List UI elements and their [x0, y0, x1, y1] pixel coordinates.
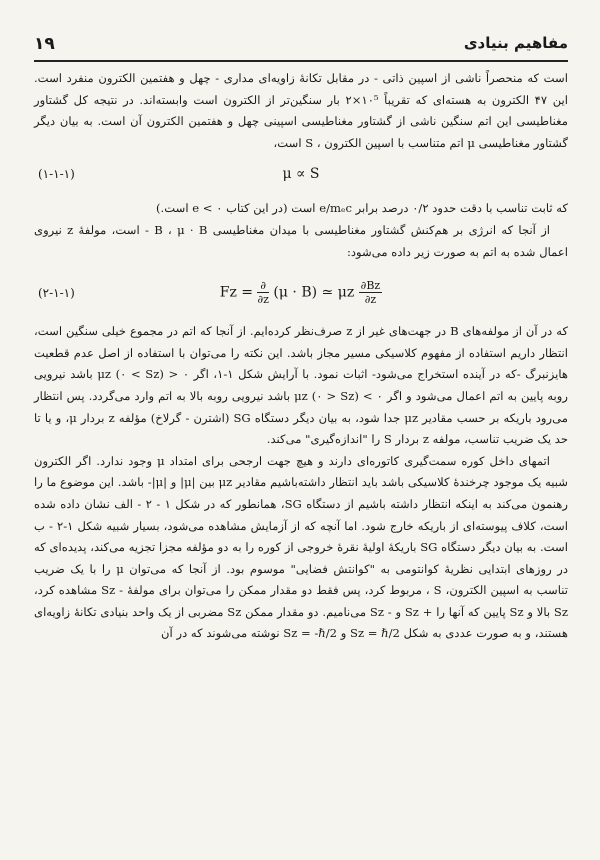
- paragraph-4: که در آن از مولفه‌های B در جهت‌های غیر از z صرف‌نظر کرده‌ایم. از آنجا که اتم در مجموع خیلی سنگین است، انتظار داریم استفاده از مفهوم کلاسیکی مسیر مجاز باشد. این نکته را می‌توان با استفاده از اصل عدم قطعیت هایزنبرگ -که در آینده استخراج می‌شود- اثبات نمود. با آرایش شکل ۱-۱، اگر ۰ < μz (۰ < Sz) باشد نیرویی روبه پایین به اتم اعمال می‌شود و اگر ۰ > μz (۰ > Sz) باشد نیرویی روبه بالا به اتم وارد می‌گردد. پس انتظار می‌رود باریکه بر حسب مقادیر μz جدا شود، به بیان دیگر دستگاه SG (اشترن - گرلاخ) مؤلفه z بردار μ، و یا تا حد یک ضریب تناسب، مولفه z بردار S را "اندازه‌گیری" می‌کند.: [34, 324, 569, 447]
- paragraph-2: که ثابت تناسب با دقت حدود ۰/۲ درصد برابر e/mₑc است (در این کتاب ۰ > e است.): [156, 201, 568, 216]
- equation-2-lhs: Fz =: [219, 284, 254, 301]
- equation-2-fraction-1: [257, 279, 268, 306]
- page-number: ۱۹: [34, 34, 55, 54]
- equation-2-frac1-den: ∂z: [257, 293, 269, 307]
- equation-2-frac2-num: ∂Bz: [360, 279, 381, 293]
- paragraph-3: از آنجا که انرژی بر هم‌کنش گشتاور مغناطیسی با میدان مغناطیسی B ، μ · B - است، مولفهٔ z نیروی اعمال شده به اتم به صورت زیر داده می‌شود:: [34, 222, 568, 259]
- paragraph-1: است که منحصراً ناشی از اسپین ذاتی - در مقابل تکانهٔ زاویه‌ای مداری - چهل و هفتمین الکترون منفرد است. این ۴۷ الکترون به هسته‌ای که تقریباً ۱۰⁵×۲ بار سنگین‌تر از الکترون است وابسته‌اند. در نتیجه کل گشتاور مغناطیسی این اتم سنگین ناشی از گشتاور مغناطیسی اسپینی چهل و هفتمین الکترون آن است. به بیان دیگر گشتاور مغناطیسی μ اتم متناسب با اسپین الکترون ، S است،: [34, 71, 569, 150]
- equation-1-label: (۱-۱-۱): [38, 167, 75, 182]
- equation-1: [34, 154, 568, 198]
- page-header: [34, 34, 568, 58]
- chapter-title: مفاهیم بنیادی: [463, 34, 568, 52]
- equation-2-frac1-num: ∂: [257, 279, 268, 293]
- header-rule: [34, 60, 568, 62]
- equation-2-middle: (μ · B) ≃ μz: [273, 284, 355, 301]
- equation-2-frac2-den: ∂z: [364, 293, 377, 307]
- equation-2: [34, 263, 568, 321]
- page-body: [34, 68, 568, 645]
- paragraph-5: اتمهای داخل کوره سمت‌گیری کاتوره‌ای دارند و هیچ جهت ارجحی برای امتداد μ وجود ندارد. اگر الکترون شبیه یک موجود چرخندهٔ کلاسیکی باشد باید انتظار داشته‌باشیم مقادیر μz بین |μ| و |μ|- باشد. این موضوع ما را رهنمون می‌کند به اینکه انتظار داشته باشیم از دستگاه SG، همانطور که در شکل ۱ - ۲ - الف نشان داده شده است، کلاف پیوسته‌ای از باریکه خارج شود. اما آنچه که از آزمایش مشاهده می‌شود، بسیار شبیه شکل ۱-۲ - ب است. به بیان دیگر دستگاه SG باریکهٔ اولیهٔ نقرهٔ خروجی از کوره را به دو مؤلفه مجزا تجزیه می‌کند، پدیده‌ای که در روزهای ابتدایی نظریهٔ کوانتومی به "کوانتش فضایی" موسوم بود. از آنجا که می‌توان μ را با یک ضریب تناسب به اسپین الکترون، S ، مربوط کرد، پس فقط دو مقدار ممکن را می‌توان برای مولفهٔ - Sz مشاهده کرد، Sz بالا و Sz پایین که آنها را + Sz و - Sz می‌نامیم. دو مقدار ممکن Sz مضربی از یک واحد بنیادی تکانهٔ زاویه‌ای هستند، و به صورت عددی به شکل Sz = ℏ/2 و Sz = -ℏ/2 نوشته می‌شوند که در آن: [34, 453, 569, 641]
- equation-1-expression: μ ∝ S: [282, 166, 320, 183]
- equation-2-fraction-2: [359, 279, 383, 306]
- equation-2-label: (۲-۱-۱): [38, 286, 75, 301]
- equation-2-expression: [34, 279, 568, 306]
